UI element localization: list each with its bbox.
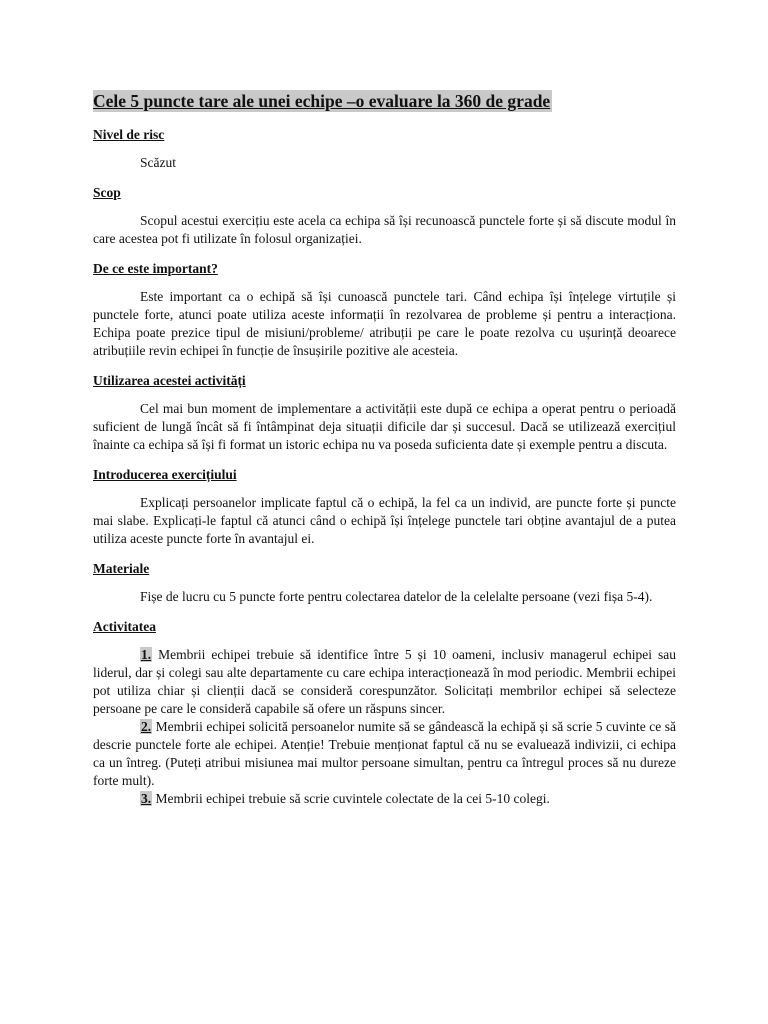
heading-activity: Activitatea [93, 619, 156, 634]
step-number: 3. [141, 791, 152, 806]
document-title: Cele 5 puncte tare ale unei echipe –o evaluare la 360 de grade [93, 91, 551, 111]
heading-scope: Scop [93, 185, 121, 200]
usage-paragraph: Cel mai bun moment de implementare a activității este după ce echipa a operat pentru o perioadă suficient de lungă încât să fi întâmpinat deja situații dificile dar și succesul. Dacă se utilizează exercițiul înainte ca echipa să își fi format un istoric echipa nu va poseda suficienta date și exemple pentru a discuta. [93, 401, 676, 452]
step-number: 1. [141, 647, 152, 662]
scope-paragraph: Scopul acestui exercițiu este acela ca echipa să își recunoască punctele forte și să discute modul în care acestea pot fi utilizate în folosul organizației. [93, 213, 676, 246]
step-text: Membrii echipei solicită persoanelor numite să se gândească la echipă și să scrie 5 cuvinte ce să descrie punctele forte ale echipei. Atenție! Trebuie menționat faptul că nu se evaluează indivizii, ci echipa ca un întreg. (Puteți atribui misiunea mai multor persoane simultan, pentru ca întregul proces să nu dureze forte mult). [93, 719, 676, 788]
intro-paragraph: Explicați persoanelor implicate faptul că o echipă, la fel ca un individ, are puncte forte și puncte mai slabe. Explicați-le faptul că atunci când o echipă își înțelege punctele tari obține avantajul de a putea utiliza aceste puncte forte în avantajul ei. [93, 495, 676, 546]
step-text: Membrii echipei trebuie să identifice între 5 și 10 oameni, inclusiv managerul echipei sau liderul, dar și colegi sau alte departamente cu care echipa interacționează în mod periodic. Membrii echipei pot utiliza chiar și clienții dacă se consideră corespunzător. Solicitați membrilor echipei să selecteze persoane pe care le consideră capabile să ofere un răspuns sincer. [93, 647, 676, 716]
activity-step [93, 790, 676, 808]
document-body [93, 90, 676, 808]
heading-risk: Nivel de risc [93, 127, 165, 142]
materials-paragraph: Fișe de lucru cu 5 puncte forte pentru colectarea datelor de la celelalte persoane (vezi fișa 5-4). [140, 589, 653, 604]
activity-step [93, 646, 676, 718]
importance-paragraph: Este important ca o echipă să își cunoască punctele tari. Când echipa își înțelege virtuțile și punctele forte, atunci poate utiliza aceste informații în rezolvarea de probleme și pentru a interacționa. Echipa poate prezice tipul de misiuni/probleme/ atribuții pe care le poate rezolva cu ușurință deoarece atribuțiile revin echipei în funcție de însușirile pozitive ale acesteia. [93, 289, 676, 358]
heading-materials: Materiale [93, 561, 150, 576]
risk-level-value: Scăzut [140, 155, 176, 170]
heading-usage: Utilizarea acestei activități [93, 373, 246, 388]
step-number: 2. [141, 719, 152, 734]
activity-steps [93, 646, 676, 808]
heading-importance: De ce este important? [93, 261, 218, 276]
activity-step [93, 718, 676, 790]
step-text: Membrii echipei trebuie să scrie cuvintele colectate de la cei 5-10 colegi. [152, 791, 550, 806]
heading-intro: Introducerea exercițiului [93, 467, 237, 482]
